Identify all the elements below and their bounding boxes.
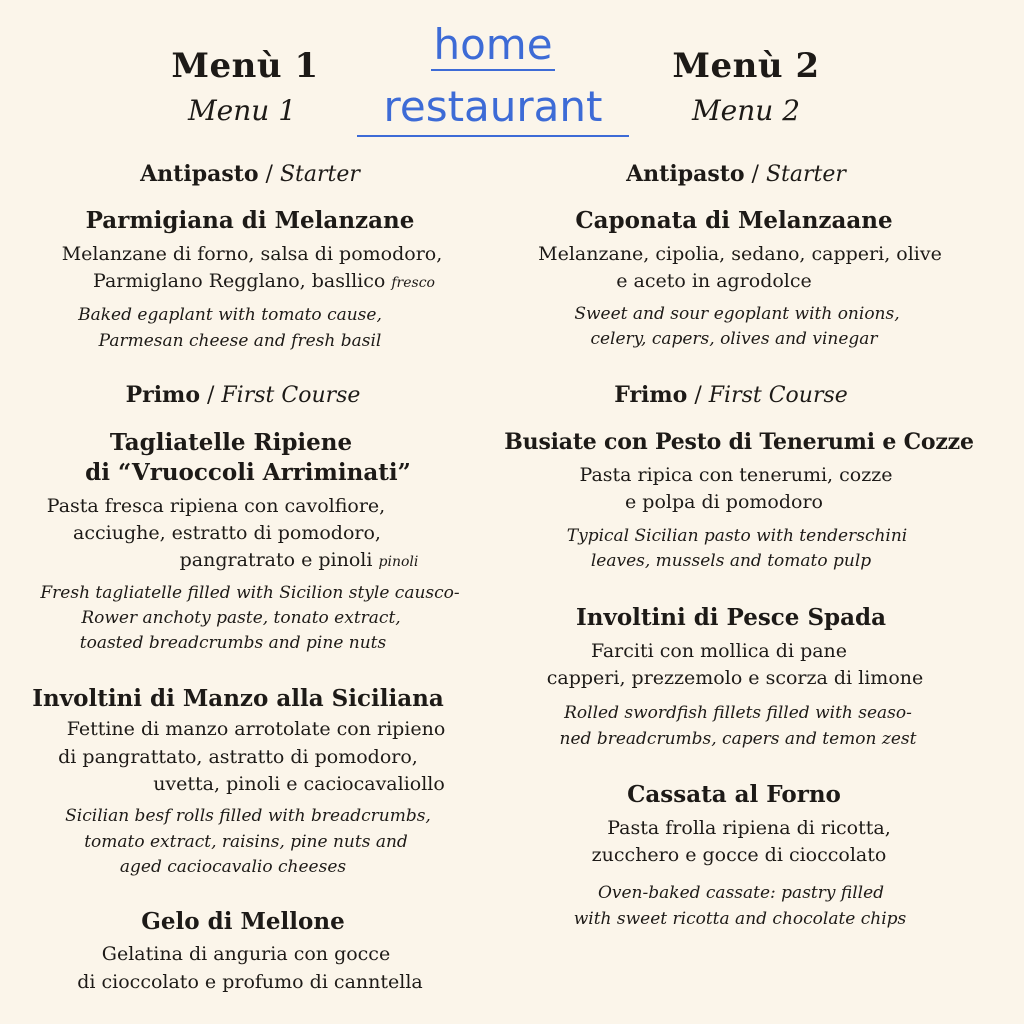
left-section-starter-sep: /: [258, 162, 280, 187]
left-section-first-course-it: Primo: [125, 382, 201, 408]
left-dish3-eng-line3: aged caciocavalio cheeses: [119, 857, 347, 877]
right-dish2-eng-line2: leaves, mussels and tomato pulp: [590, 551, 872, 571]
right-dish1-desc-line1: Melanzane, cipolia, sedano, capperi, olive: [538, 243, 942, 265]
left-dish2-desc-line2: acciughe, estratto di pomodoro,: [73, 522, 381, 544]
left-section-starter-it: Antipasto: [140, 161, 259, 187]
right-section-first-course: [614, 382, 848, 408]
left-dish4-name: Gelo di Mellone: [141, 908, 345, 935]
left-dish2-eng-line2: Rower anchoty paste, tonato extract,: [81, 608, 401, 628]
right-dish3-name: Involtini di Pesce Spada: [575, 604, 887, 631]
brand-restaurant: restaurant: [383, 82, 603, 131]
left-dish2-name-line2: di “Vruoccoli Arriminati”: [85, 459, 411, 486]
left-dish4-desc-line2: di cioccolato e profumo di canntella: [77, 971, 423, 993]
menu-2-title: Menù 2: [672, 46, 820, 86]
right-dish4-desc-line2: zucchero e gocce di cioccolato: [591, 844, 887, 866]
right-dish2-desc-line1: Pasta ripica con tenerumi, cozze: [579, 464, 893, 486]
right-section-first-course-sep: /: [687, 383, 709, 408]
right-dish1-name: Caponata di Melanzaane: [575, 207, 893, 234]
left-dish3-name: Involtini di Manzo alla Siciliana: [32, 685, 444, 712]
right-dish3-eng-line1: Rolled swordfish fillets filled with seaso-: [564, 703, 912, 723]
right-dish3-eng-line2: ned breadcrumbs, capers and temon zest: [559, 729, 917, 749]
menu-1-subtitle: Menu 1: [187, 94, 297, 127]
right-section-starter: [626, 161, 846, 187]
left-dish2-eng-line1: Fresh tagliatelle filled with Sicilion style causco-: [40, 583, 460, 603]
right-section-starter-en: Starter: [765, 162, 846, 187]
left-dish2-desc-line3-italic: pinoli: [378, 554, 419, 570]
right-dish2-desc-line2: e polpa di pomodoro: [625, 491, 823, 513]
menu-1-title: Menù 1: [171, 46, 319, 86]
left-dish3-desc-line1: Fettine di manzo arrotolate con ripieno: [66, 718, 446, 740]
right-dish4-eng-line1: Oven-baked cassate: pastry filled: [597, 883, 885, 903]
right-section-first-course-en: First Course: [708, 383, 848, 408]
right-dish4-eng-line2: with sweet ricotta and chocolate chips: [573, 909, 907, 929]
right-dish1-eng-line2: celery, capers, olives and vinegar: [590, 329, 878, 349]
left-dish1-desc-line2-text: Parmiglano Regglano, basllico: [93, 270, 386, 292]
left-dish3-eng-line2: tomato extract, raisins, pine nuts and: [84, 832, 408, 852]
left-section-first-course-sep: /: [200, 383, 222, 408]
left-dish2-desc-line3-text: pangratrato e pinoli: [179, 549, 373, 571]
left-dish4-desc-line1: Gelatina di anguria con gocce: [101, 943, 391, 965]
left-dish1-eng-line1: Baked egaplant with tomato cause,: [78, 305, 382, 325]
left-dish1-desc-line1: Melanzane di forno, salsa di pomodoro,: [61, 243, 443, 265]
left-section-first-course: [126, 382, 361, 408]
right-dish3-desc-line1: Farciti con mollica di pane: [590, 640, 848, 662]
right-dish2-name: Busiate con Pesto di Tenerumi e Cozze: [504, 429, 974, 455]
left-dish1-desc-line2: [93, 268, 435, 297]
left-dish2-desc-line1: Pasta fresca ripiena con cavolfiore,: [46, 495, 386, 517]
right-dish4-name: Cassata al Forno: [627, 781, 841, 808]
left-section-starter: [140, 161, 360, 187]
right-section-first-course-it: Frimo: [614, 382, 688, 408]
left-dish2-desc-line3: [180, 547, 419, 576]
right-dish3-desc-line2: capperi, prezzemolo e scorza di limone: [546, 667, 924, 689]
right-dish1-eng-line1: Sweet and sour egoplant with onions,: [574, 304, 900, 324]
left-dish2-eng-line3: toasted breadcrumbs and pine nuts: [79, 633, 387, 653]
menu-2-subtitle: Menu 2: [691, 94, 801, 127]
left-dish3-desc-line2: di pangrattato, astratto di pomodoro,: [58, 746, 418, 768]
left-section-first-course-en: First Course: [221, 383, 361, 408]
left-dish1-eng-line2: Parmesan cheese and fresh basil: [98, 331, 382, 351]
right-dish2-eng-line1: Typical Sicilian pasto with tenderschini: [566, 526, 908, 546]
right-section-starter-it: Antipasto: [626, 161, 745, 187]
left-dish3-desc-line3: uvetta, pinoli e caciocavaliollo: [153, 773, 445, 795]
brand-home: home: [433, 20, 553, 69]
right-dish4-desc-line1: Pasta frolla ripiena di ricotta,: [607, 817, 891, 839]
left-dish1-name: Parmigiana di Melanzane: [85, 207, 415, 234]
left-dish3-eng-line1: Sicilian besf rolls filled with breadcrumbs,: [65, 806, 431, 826]
brand-home-underline: [431, 69, 555, 71]
left-dish2-name-line1: Tagliatelle Ripiene: [109, 429, 353, 456]
right-section-starter-sep: /: [744, 162, 766, 187]
left-section-starter-en: Starter: [279, 162, 360, 187]
right-dish1-desc-line2: e aceto in agrodolce: [616, 270, 812, 292]
brand-restaurant-underline: [357, 135, 629, 137]
left-dish1-desc-line2-italic: fresco: [391, 275, 435, 291]
